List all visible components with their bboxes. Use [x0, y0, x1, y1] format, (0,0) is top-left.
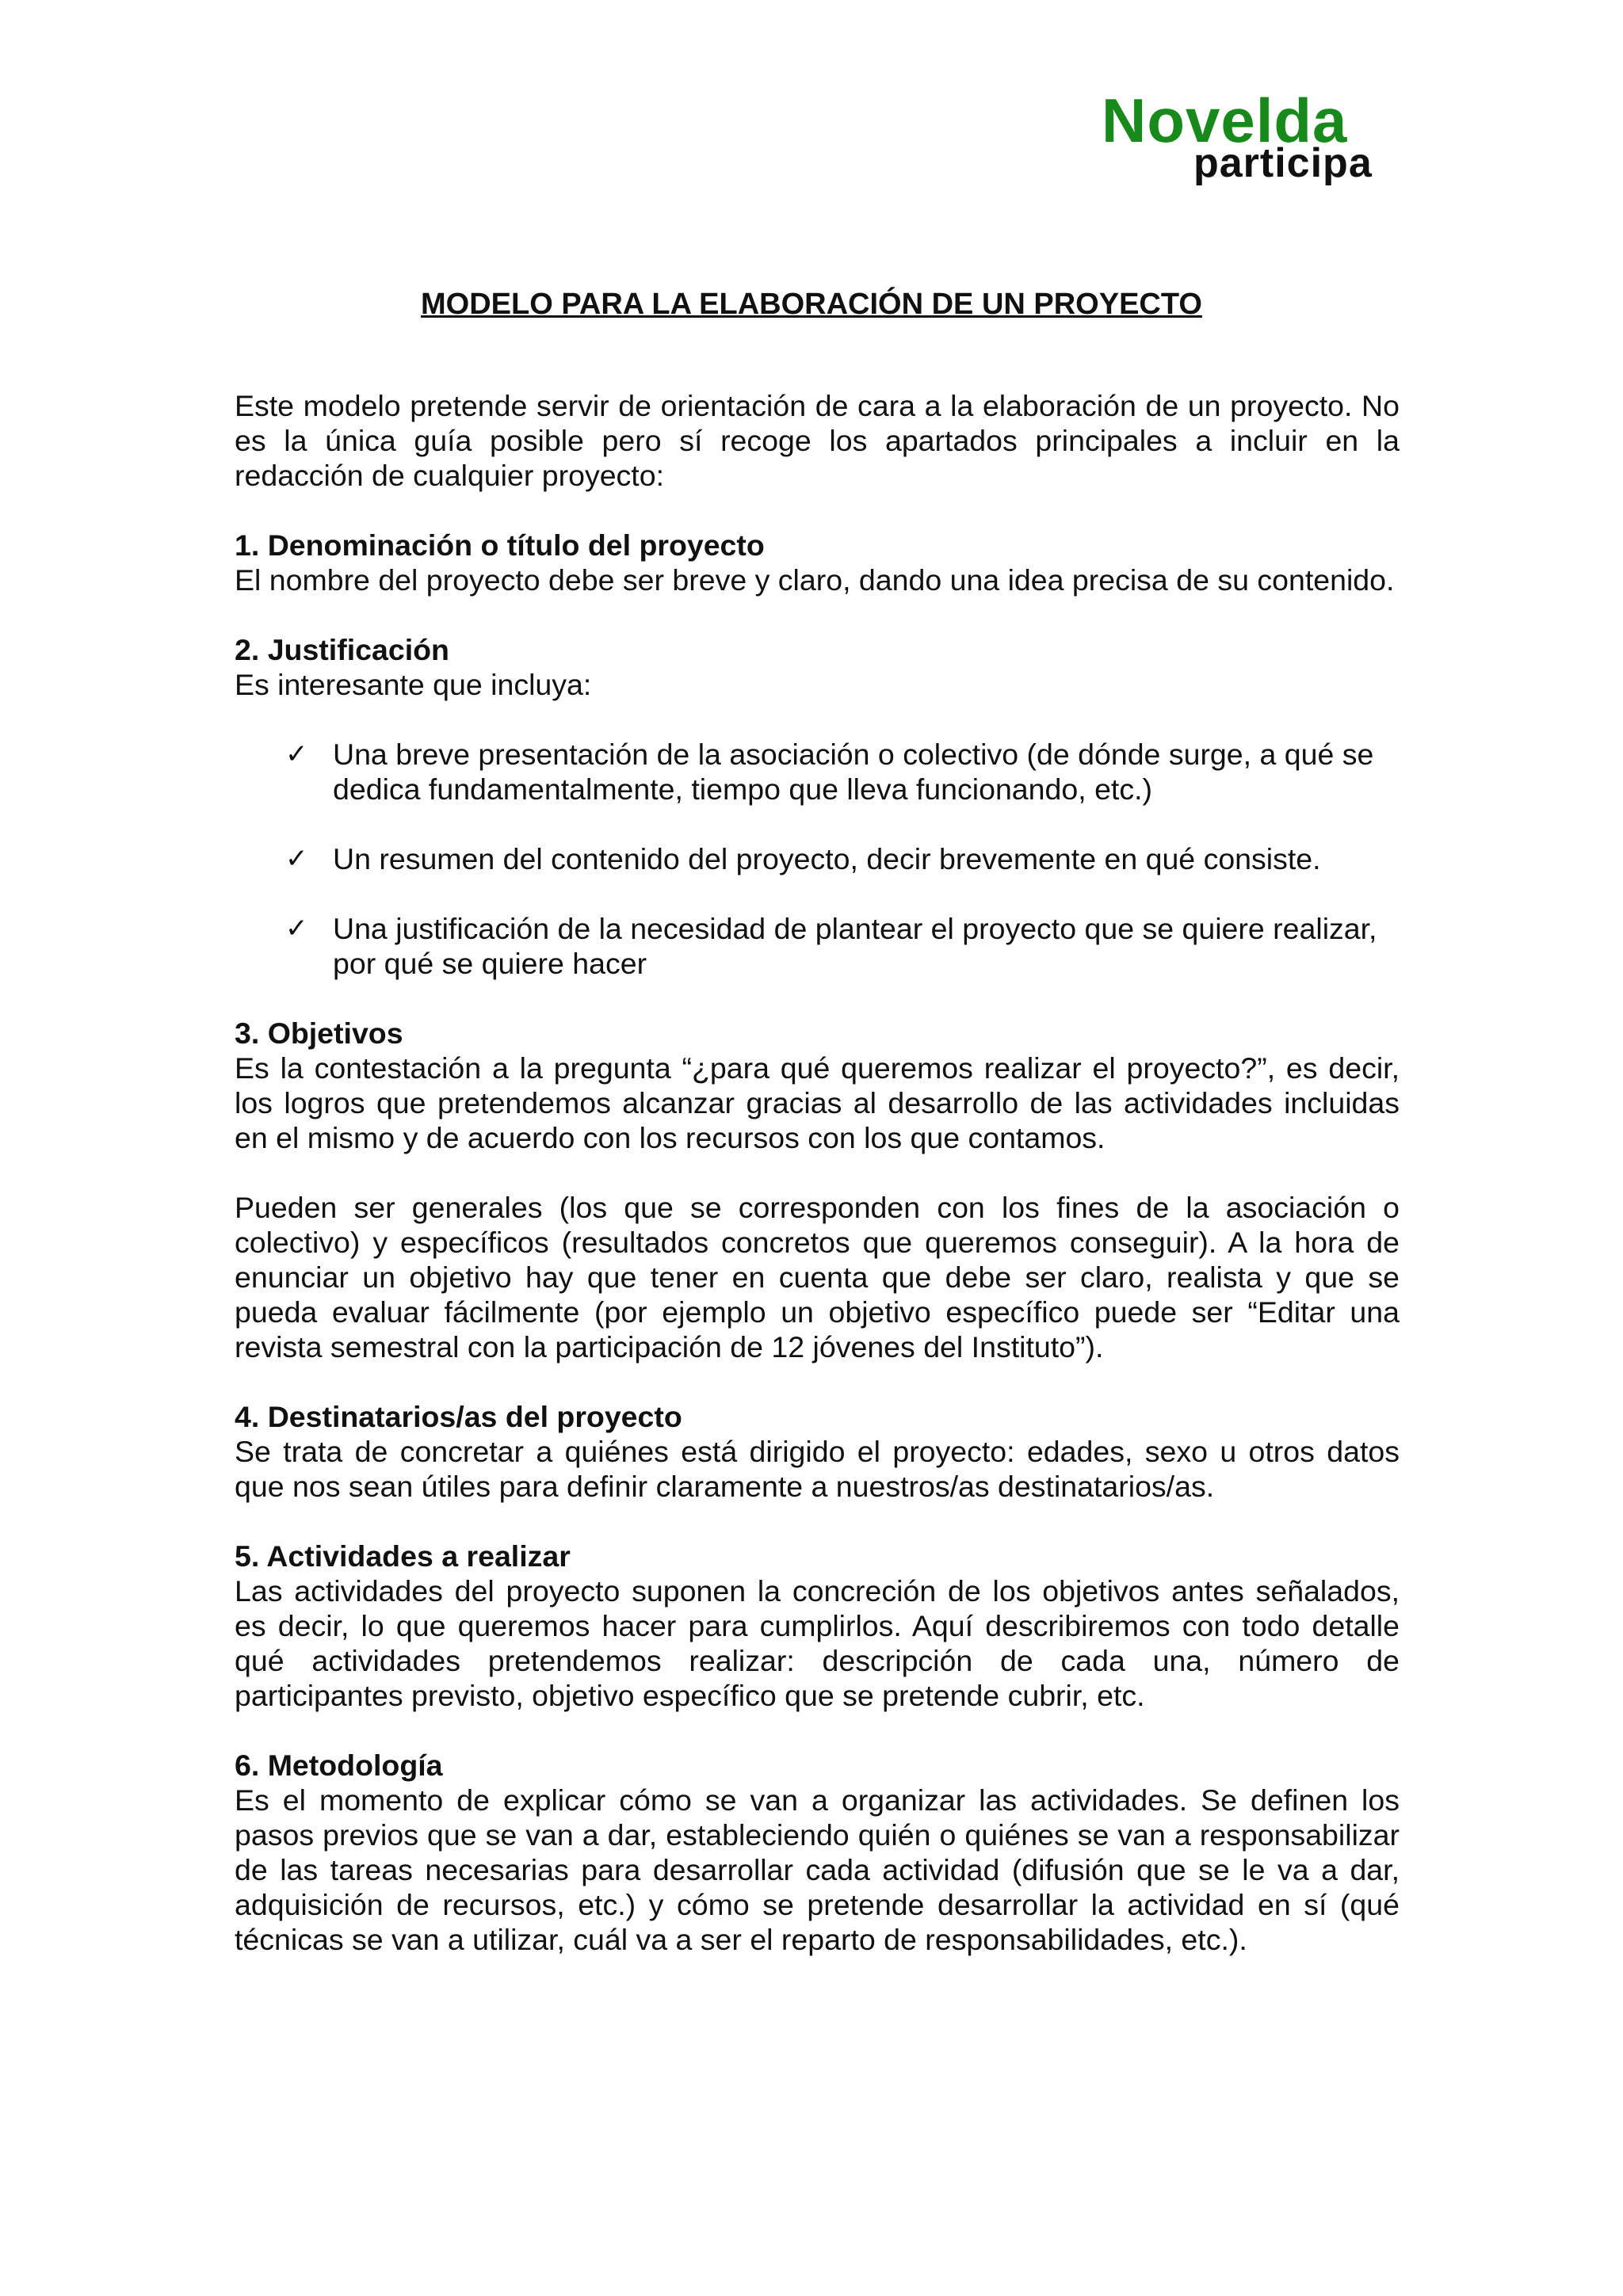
section-5-text: Las actividades del proyecto suponen la concreción de los objetivos antes señalados, es decir, lo que queremos hacer para cumplirlos. Aquí describiremos con todo detalle qué actividades pretendemos realizar: descripción de cada una, número de participantes previsto, objetivo específico que se pretende cubrir, etc. — [235, 1574, 1400, 1712]
section-6-heading: 6. Metodología — [235, 1749, 443, 1782]
checklist-item — [235, 737, 1400, 807]
novelda-participa-logo — [1102, 86, 1395, 200]
section-3-text-2: Pueden ser generales (los que se corresponden con los fines de la asociación o colectivo) y específicos (resultados concretos que queremos conseguir). A la hora de enunciar un objetivo hay que tener en cuenta que debe ser claro, realista y que se pueda evaluar fácilmente (por ejemplo un objetivo específico puede ser “Editar una revista semestral con la participación de 12 jóvenes del Instituto”). — [235, 1191, 1400, 1363]
checklist-item-text: Una justificación de la necesidad de plantear el proyecto que se quiere realizar, por qué se quiere hacer — [333, 912, 1377, 980]
checklist-item-text: Un resumen del contenido del proyecto, decir brevemente en qué consiste. — [333, 842, 1321, 875]
logo-novelda-text: Novelda — [1102, 86, 1348, 155]
section-1-text: El nombre del proyecto debe ser breve y claro, dando una idea precisa de su contenido. — [235, 563, 1395, 597]
checklist-item — [235, 841, 1400, 876]
logo-participa-text: participa — [1193, 140, 1373, 186]
section-6-text: Es el momento de explicar cómo se van a organizar las actividades. Se definen los pasos previos que se van a dar, estableciendo quién o quiénes se van a responsabilizar de las tareas necesarias para desarrollar cada actividad (difusión que se le va a dar, adquisición de recursos, etc.) y cómo se pretende desarrollar la actividad en sí (qué técnicas se van a utilizar, cuál va a ser el reparto de responsabilidades, etc.). — [235, 1783, 1400, 1956]
justification-checklist — [235, 737, 1400, 981]
section-2-text: Es interesante que incluya: — [235, 668, 592, 701]
section-1-heading: 1. Denominación o título del proyecto — [235, 528, 765, 562]
section-2-heading: 2. Justificación — [235, 633, 449, 666]
checklist-item — [235, 911, 1400, 981]
section-4-text: Se trata de concretar a quiénes está dirigido el proyecto: edades, sexo u otros datos que nos sean útiles para definir claramente a nuestros/as destinatarios/as. — [235, 1435, 1400, 1503]
document-body — [235, 388, 1400, 1957]
checkmark-icon: ✓ — [285, 843, 308, 875]
document-title: MODELO PARA LA ELABORACIÓN DE UN PROYECTO — [421, 288, 1202, 321]
intro-paragraph: Este modelo pretende servir de orientación de cara a la elaboración de un proyecto. No es la única guía posible pero sí recoge los apartados principales a incluir en la redacción de cualquier proyecto: — [235, 389, 1400, 492]
section-4-heading: 4. Destinatarios/as del proyecto — [235, 1400, 682, 1433]
checkmark-icon: ✓ — [285, 738, 308, 770]
section-3-heading: 3. Objetivos — [235, 1016, 403, 1050]
checklist-item-text: Una breve presentación de la asociación o colectivo (de dónde surge, a qué se dedica fundamentalmente, tiempo que lleva funcionando, etc.) — [333, 738, 1374, 806]
checkmark-icon: ✓ — [285, 913, 308, 944]
section-3-text-1: Es la contestación a la pregunta “¿para qué queremos realizar el proyecto?”, es decir, los logros que pretendemos alcanzar gracias al desarrollo de las actividades incluidas en el mismo y de acuerdo con los recursos con los que contamos. — [235, 1051, 1400, 1154]
section-5-heading: 5. Actividades a realizar — [235, 1539, 571, 1573]
